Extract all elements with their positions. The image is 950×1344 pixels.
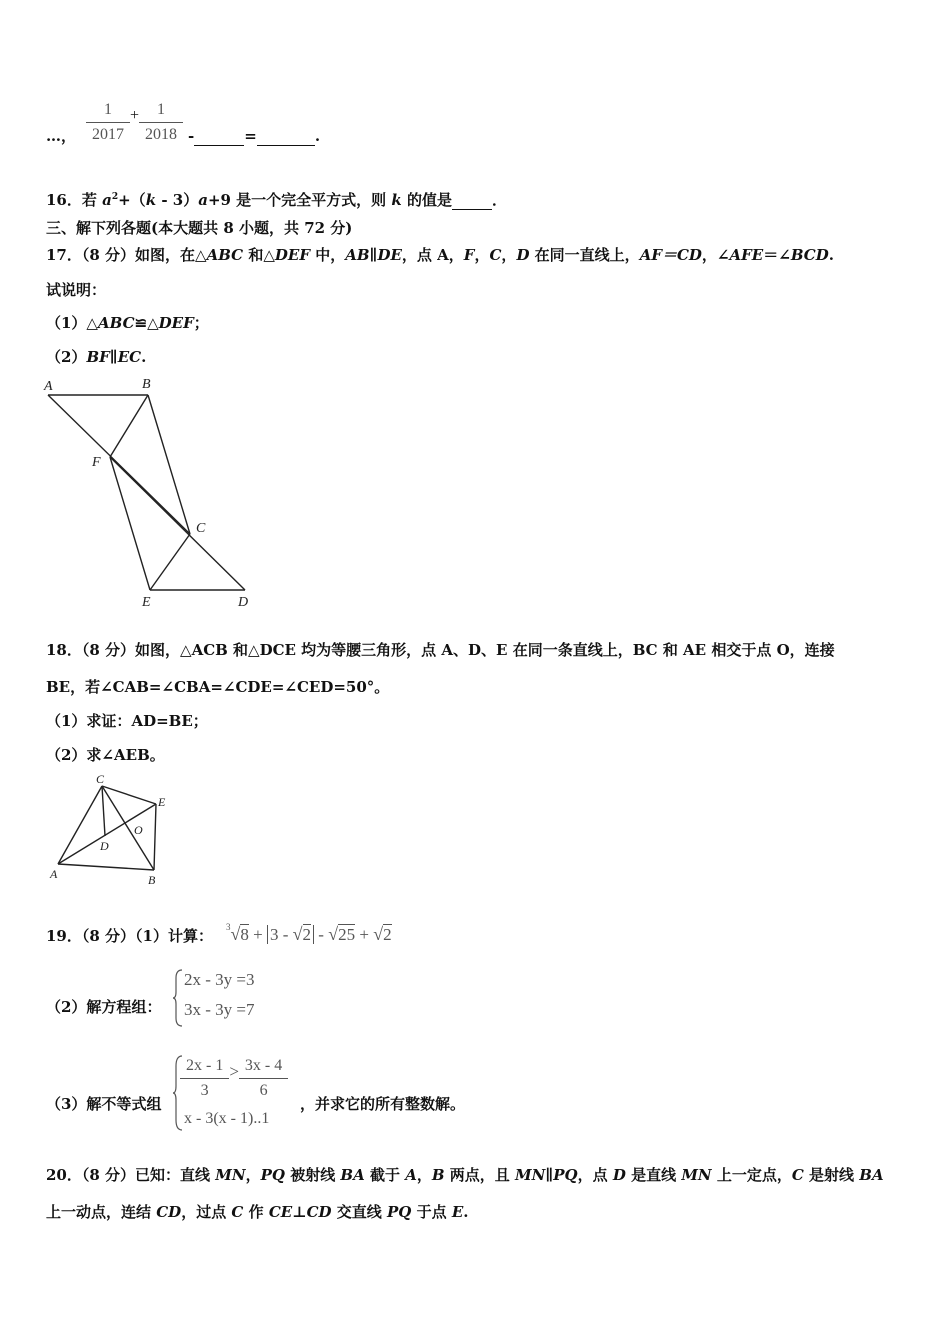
q17-t4: ，点 A， (401, 246, 464, 264)
q15-frac2-num: 1 (139, 98, 183, 123)
q19-sqrt2a: 2 (302, 925, 312, 944)
q17-p1-c: ； (193, 314, 209, 332)
q17-t2: 和△ (243, 246, 275, 264)
q16-text (46, 187, 507, 210)
q15-end: . (314, 127, 321, 145)
q20-l2d: 交直线 (331, 1203, 387, 1221)
q20-l2a: 上一动点，连结 (46, 1203, 157, 1221)
q17-p2-b: . (141, 348, 147, 366)
q15-plus: + (130, 106, 140, 124)
q19-plus2: + (359, 925, 369, 944)
q19-inequality-1 (180, 1054, 288, 1103)
q19-abs-a: 3 - (269, 925, 289, 944)
q19-minus: - (318, 925, 324, 944)
q18-line1: 18．（8 分）如图，△ACB 和△DCE 均为等腰三角形，点 A、D、E 在同一条直线上，BC 和 AE 相交于点 O，连接 (46, 641, 835, 659)
q17-abde: AB∥DE (345, 246, 402, 264)
q15-blank-1[interactable] (194, 131, 244, 146)
q17-d: D (516, 246, 530, 264)
label-O: O (134, 823, 143, 837)
section-3-heading: 三、解下列各题(本大题共 8 小题，共 72 分) (46, 219, 353, 237)
q20-mn: MN (215, 1166, 246, 1184)
segment-CB (102, 786, 154, 870)
label-E: E (142, 595, 151, 610)
q20-a: 20．（8 分）已知：直线 (46, 1166, 216, 1184)
q17-sep2: ， (501, 246, 517, 264)
label-E: E (158, 795, 166, 809)
q16-mid3: +9 是一个完全平方式，则 (207, 191, 392, 209)
segment-CA (58, 786, 102, 864)
q17-f: F (463, 246, 475, 264)
label-F: F (92, 455, 101, 470)
q20-j: 是射线 (803, 1166, 860, 1184)
q20-e: ， (416, 1166, 432, 1184)
q17-t5: 在同一直线上， (529, 246, 640, 264)
q15-ellipsis: …， (46, 127, 77, 145)
label-C: C (196, 521, 206, 536)
q20-cd: CD (156, 1203, 182, 1221)
label-C: C (96, 772, 105, 786)
q16-pre: 16．若 (46, 191, 103, 209)
q20-g: ，点 (577, 1166, 613, 1184)
q17-afe: AFE (729, 246, 764, 264)
q17-t6: ，∠ (701, 246, 730, 264)
q19-sqrt25: 25 (338, 925, 356, 944)
q17-part1 (46, 313, 209, 333)
q16-blank[interactable] (452, 195, 492, 210)
q16-var-a: a (102, 191, 112, 209)
q17-p1-b: ≌△ (134, 314, 159, 332)
q20-l2f: . (463, 1203, 469, 1221)
q17-figure (40, 372, 270, 612)
q20-line1 (46, 1165, 884, 1185)
q15-expression (86, 98, 183, 147)
q17-sep1: ， (474, 246, 490, 264)
q17-line1 (46, 245, 834, 265)
q17-c: C (489, 246, 502, 264)
q17-p1-a: （1）△ (46, 314, 98, 332)
q19-ineq-frac2 (239, 1054, 288, 1103)
q18-part2: （2）求∠AEB。 (46, 746, 165, 764)
segment-CD (102, 786, 105, 836)
segment-AB (58, 864, 154, 870)
q20-C: C (791, 1166, 804, 1184)
q20-pq: PQ (260, 1166, 285, 1184)
q16-var-k2: k (391, 191, 402, 209)
q17-p2-a: （2） (46, 348, 87, 366)
q17-t3: 中， (309, 246, 346, 264)
q20-d: 截于 (364, 1166, 406, 1184)
label-A: A (50, 867, 58, 881)
q19-ineq-d1: 3 (200, 1082, 209, 1099)
q19-equation-2: 3x - 3y =7 (184, 1000, 255, 1019)
q19-ineq-d2: 6 (259, 1082, 268, 1099)
q15-fraction-1 (86, 98, 130, 147)
q16-sup: 2 (111, 192, 119, 202)
q19-part3-label: （3）解不等式组 (46, 1095, 162, 1113)
q16-post: 的值是 (401, 191, 453, 209)
q17-t8: . (828, 246, 834, 264)
q15-frac1-den: 2017 (92, 126, 124, 143)
q17-def: DEF (274, 246, 310, 264)
q17-p2-bfec: BF∥EC (86, 348, 142, 366)
q17-t1: 17．（8 分）如图，在△ (46, 246, 207, 264)
q16-mid1: +（ (118, 191, 146, 209)
q17-afcd: AF＝CD (639, 246, 702, 264)
q20-h: 是直线 (625, 1166, 682, 1184)
label-A: A (44, 379, 53, 394)
q18-figure (40, 772, 180, 890)
q19-part3-post: ，并求它的所有整数解。 (300, 1095, 466, 1113)
q19-gt: > (229, 1061, 239, 1081)
q19-system-brace (172, 968, 184, 1028)
q19-abs: 3 - √2 (267, 925, 314, 944)
q19-ineq-n1: 2x - 1 (180, 1054, 229, 1079)
q17-abc: ABC (206, 246, 244, 264)
q20-f: 两点，且 (444, 1166, 515, 1184)
q17-p1-abc: ABC (97, 314, 135, 332)
q15-equals: = (244, 127, 257, 145)
segment-CE (102, 786, 156, 804)
q19-inequality-2: x - 3(x - 1)..1 (184, 1110, 270, 1127)
q20-b: ， (245, 1166, 261, 1184)
q20-l2e: 于点 (411, 1203, 452, 1221)
q17-bcd: BCD (790, 246, 829, 264)
q20-cecd: CE⊥CD (268, 1203, 332, 1221)
q19-ineq-n2: 3x - 4 (239, 1054, 288, 1079)
segment-BF (110, 395, 148, 457)
segment-CE (150, 534, 190, 590)
q20-ba: BA (340, 1166, 365, 1184)
q17-part2 (46, 347, 146, 367)
q18-line2: BE，若∠CAB=∠CBA=∠CDE=∠CED=50°。 (46, 678, 390, 696)
q18-part1: （1）求证：AD=BE； (46, 712, 208, 730)
q19-part1 (46, 926, 213, 946)
q20-i: 上一定点， (711, 1166, 792, 1184)
q20-l2b: ，过点 (181, 1203, 232, 1221)
label-D: D (100, 839, 109, 853)
q15-line (46, 100, 77, 145)
q20-A: A (405, 1166, 417, 1184)
label-D: D (238, 595, 249, 610)
q19-expression: $^3$√8 + 3 - √2 - √25 + √2 (226, 922, 392, 944)
q19-label: 19．（8 分）（1）计算： (46, 927, 213, 945)
label-B: B (148, 873, 156, 887)
q19-equation-1: 2x - 3y =3 (184, 970, 255, 989)
q17-p1-def: DEF (158, 314, 194, 332)
segment-EB (154, 804, 156, 870)
q20-B: B (431, 1166, 445, 1184)
q15-minus: - (188, 127, 195, 145)
q15-frac1-num: 1 (86, 98, 130, 123)
q19-sqrt2b: 2 (383, 925, 392, 944)
q15-answer (188, 126, 320, 146)
q19-part2-label: （2）解方程组： (46, 998, 162, 1016)
q20-l2c: 作 (243, 1203, 269, 1221)
q19-plus1: + (253, 925, 263, 944)
q16-mid2: - 3） (156, 191, 199, 209)
q20-pq2: PQ (387, 1203, 412, 1221)
q20-D: D (612, 1166, 626, 1184)
q17-t7: ＝∠ (763, 246, 791, 264)
q20-c: 被射线 (284, 1166, 341, 1184)
label-B: B (142, 377, 151, 392)
q19-cbrt-8: 8 (240, 925, 249, 944)
q19-root-index: 3 (226, 922, 231, 932)
q15-blank-2[interactable] (257, 131, 315, 146)
q16-end: ． (492, 191, 508, 209)
q20-mn2: MN (681, 1166, 712, 1184)
q20-mnpq: MN∥PQ (515, 1166, 578, 1184)
q17-line2: 试说明： (46, 281, 107, 299)
q15-fraction-2 (139, 98, 183, 147)
q16-var-a2: a (198, 191, 208, 209)
q20-E: E (451, 1203, 464, 1221)
q20-ba2: BA (859, 1166, 884, 1184)
q20-C2: C (231, 1203, 244, 1221)
q19-ineq-frac1 (180, 1054, 229, 1103)
q20-line2 (46, 1202, 468, 1222)
q15-frac2-den: 2018 (145, 126, 178, 143)
q16-var-k: k (145, 191, 157, 209)
